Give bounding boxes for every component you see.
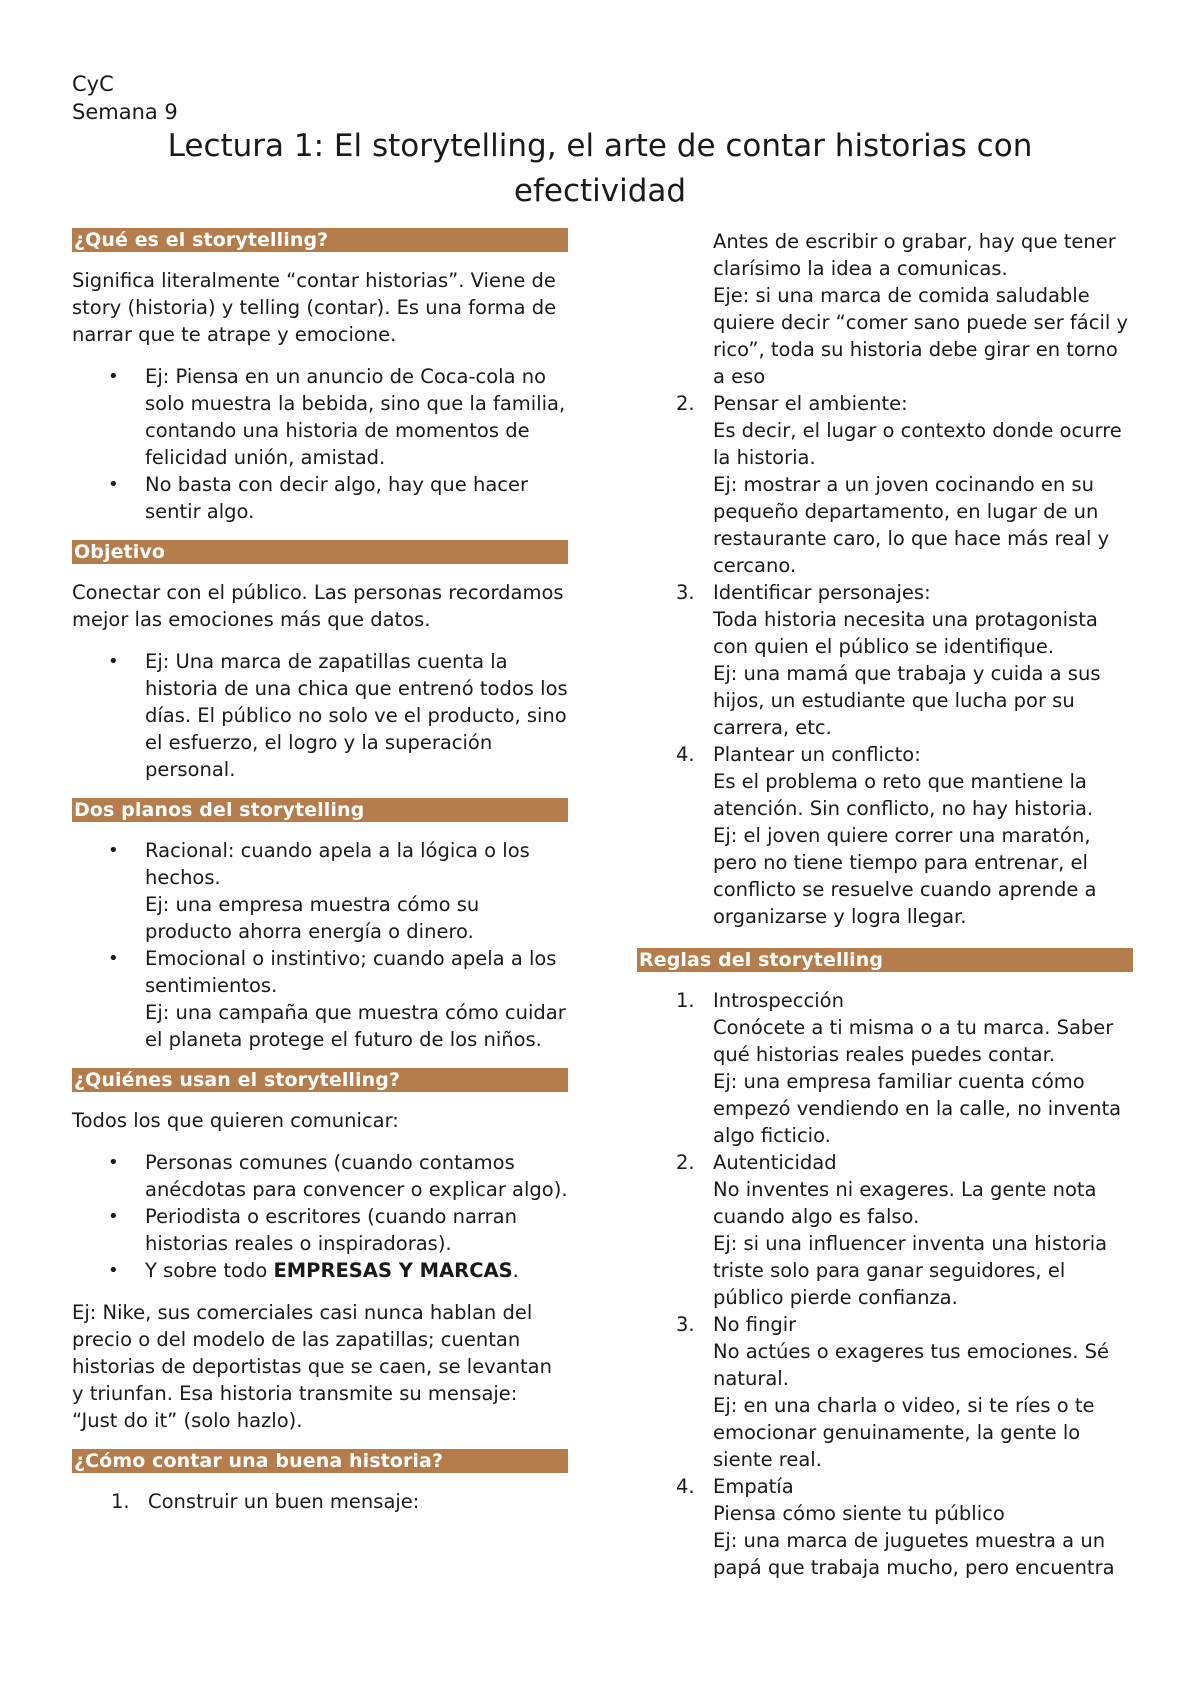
list-number: 1. — [111, 1490, 130, 1513]
list-item — [72, 1488, 568, 1515]
bullet-icon: • — [108, 840, 119, 861]
list-number: 4. — [676, 743, 695, 766]
list-item-example: Ej: una empresa muestra cómo su producto ahorra energía o dinero. — [145, 893, 480, 943]
numbered-list — [637, 987, 1133, 1581]
section-heading-reglas: Reglas del storytelling — [637, 948, 1133, 972]
list-item — [637, 987, 1133, 1149]
document-title: Lectura 1: El storytelling, el arte de contar historias con efectividad — [167, 128, 1033, 209]
list-item — [72, 1149, 568, 1203]
list-item-title: Pensar el ambiente: — [713, 392, 908, 415]
list-item-text-end: . — [512, 1259, 519, 1282]
list-item-title: No fingir — [713, 1313, 797, 1336]
right-column — [637, 228, 1133, 1581]
course-name: CyC — [72, 72, 114, 96]
list-item-text: Ej: Una marca de zapatillas cuenta la historia de una chica que entrenó todos los días. El público no solo ve el producto, sino el esfuerzo, el logro y la superación personal. — [145, 650, 568, 781]
paragraph: Todos los que quieren comunicar: — [72, 1109, 399, 1132]
list-number: 2. — [676, 392, 695, 415]
bullet-icon: • — [108, 1206, 119, 1227]
list-item-example: Ej: en una charla o video, si te ríes o te emocionar genuinamente, la gente lo siente real. — [713, 1394, 1095, 1471]
bullet-list — [72, 837, 568, 1053]
section-heading-quienes-usan: ¿Quiénes usan el storytelling? — [72, 1068, 568, 1092]
week-label: Semana 9 — [72, 100, 178, 124]
list-item — [72, 1203, 568, 1257]
list-item-title: Empatía — [713, 1475, 794, 1498]
list-item-text: Ej: Piensa en un anuncio de Coca-cola no solo muestra la bebida, sino que la familia, contando una historia de momentos de felicidad unión, amistad. — [145, 365, 566, 469]
list-item-text: No basta con decir algo, hay que hacer sentir algo. — [145, 473, 529, 523]
list-item-example: Eje: si una marca de comida saludable quiere decir “comer sano puede ser fácil y rico”, toda su historia debe girar en torno a eso — [713, 284, 1129, 388]
bullet-icon: • — [108, 651, 119, 672]
numbered-list — [637, 228, 1133, 930]
list-item-continuation — [637, 228, 1133, 390]
list-item-title: Identificar personajes: — [713, 581, 931, 604]
list-item — [637, 1473, 1133, 1581]
section-heading-como-contar: ¿Cómo contar una buena historia? — [72, 1449, 568, 1473]
numbered-list — [72, 1488, 568, 1515]
list-item — [72, 945, 568, 1053]
list-item-example: Ej: una mamá que trabaja y cuida a sus hijos, un estudiante que lucha por su carrera, etc. — [713, 662, 1101, 739]
list-item — [637, 1311, 1133, 1473]
bullet-icon: • — [108, 948, 119, 969]
bullet-icon: • — [108, 474, 119, 495]
list-item-example: Ej: el joven quiere correr una maratón, pero no tiene tiempo para entrenar, el conflicto se resuelve cuando aprende a organizarse y logra llegar. — [713, 824, 1097, 928]
document-header — [72, 70, 178, 126]
list-number: 2. — [676, 1151, 695, 1174]
list-item — [72, 363, 568, 471]
list-item-text: Antes de escribir o grabar, hay que tener clarísimo la idea a comunicas. — [713, 230, 1116, 280]
list-item-example: Ej: mostrar a un joven cocinando en su pequeño departamento, en lugar de un restaurante caro, lo que hace más real y cercano. — [713, 473, 1110, 577]
bullet-icon: • — [108, 1152, 119, 1173]
list-item-text: Racional: cuando apela a la lógica o los hechos. — [145, 839, 530, 889]
list-item-title: Autenticidad — [713, 1151, 837, 1174]
list-item-example: Ej: una campaña que muestra cómo cuidar el planeta protege el futuro de los niños. — [145, 1001, 566, 1051]
paragraph: Conectar con el público. Las personas recordamos mejor las emociones más que datos. — [72, 581, 564, 631]
section-heading-dos-planos: Dos planos del storytelling — [72, 798, 568, 822]
list-item — [637, 390, 1133, 579]
list-item-text: Piensa cómo siente tu público — [713, 1502, 1005, 1525]
bullet-icon: • — [108, 1260, 119, 1281]
bullet-list — [72, 1149, 568, 1284]
list-item — [72, 648, 568, 783]
list-item-text: Y sobre todo — [145, 1259, 274, 1282]
section-heading-objetivo: Objetivo — [72, 540, 568, 564]
list-item — [72, 837, 568, 945]
list-item-text: No actúes o exageres tus emociones. Sé natural. — [713, 1340, 1109, 1390]
list-number: 3. — [676, 581, 695, 604]
section-heading-que-es: ¿Qué es el storytelling? — [72, 228, 568, 252]
list-item-text: Conócete a ti misma o a tu marca. Saber qué historias reales puedes contar. — [713, 1016, 1114, 1066]
list-number: 1. — [676, 989, 695, 1012]
list-item-title: Introspección — [713, 989, 844, 1012]
list-item-text: Periodista o escritores (cuando narran historias reales o inspiradoras). — [145, 1205, 517, 1255]
paragraph: Ej: Nike, sus comerciales casi nunca hablan del precio o del modelo de las zapatillas; cuentan historias de deportistas que se caen, se levantan y triunfan. Esa historia transmite su mensaje: “Just do it” (solo hazlo). — [72, 1301, 552, 1432]
list-item — [72, 1257, 568, 1284]
list-item-text: No inventes ni exageres. La gente nota cuando algo es falso. — [713, 1178, 1097, 1228]
list-item-text: Es el problema o reto que mantiene la atención. Sin conflicto, no hay historia. — [713, 770, 1094, 820]
bullet-list — [72, 648, 568, 783]
list-item-example: Ej: una marca de juguetes muestra a un papá que trabaja mucho, pero encuentra — [713, 1529, 1115, 1579]
list-number: 4. — [676, 1475, 695, 1498]
list-item-text: Toda historia necesita una protagonista con quien el público se identifique. — [713, 608, 1098, 658]
left-column — [72, 228, 568, 1515]
paragraph: Significa literalmente “contar historias”. Viene de story (historia) y telling (contar). Es una forma de narrar que te atrape y emocione. — [72, 269, 557, 346]
list-item-text: Personas comunes (cuando contamos anécdotas para convencer o explicar algo). — [145, 1151, 568, 1201]
list-item-text: Emocional o instintivo; cuando apela a los sentimientos. — [145, 947, 557, 997]
bullet-list — [72, 363, 568, 525]
list-item-text: Es decir, el lugar o contexto donde ocurre la historia. — [713, 419, 1122, 469]
list-item-title: Plantear un conflicto: — [713, 743, 921, 766]
bullet-icon: • — [108, 366, 119, 387]
list-number: 3. — [676, 1313, 695, 1336]
list-item — [72, 471, 568, 525]
list-item — [637, 1149, 1133, 1311]
emphasis-text: EMPRESAS Y MARCAS — [273, 1259, 513, 1282]
list-item-example: Ej: una empresa familiar cuenta cómo empezó vendiendo en la calle, no inventa algo ficticio. — [713, 1070, 1122, 1147]
list-item — [637, 741, 1133, 930]
list-item — [637, 579, 1133, 741]
list-item-text: Construir un buen mensaje: — [148, 1490, 420, 1513]
list-item-example: Ej: si una influencer inventa una historia triste solo para ganar seguidores, el público pierde confianza. — [713, 1232, 1108, 1309]
